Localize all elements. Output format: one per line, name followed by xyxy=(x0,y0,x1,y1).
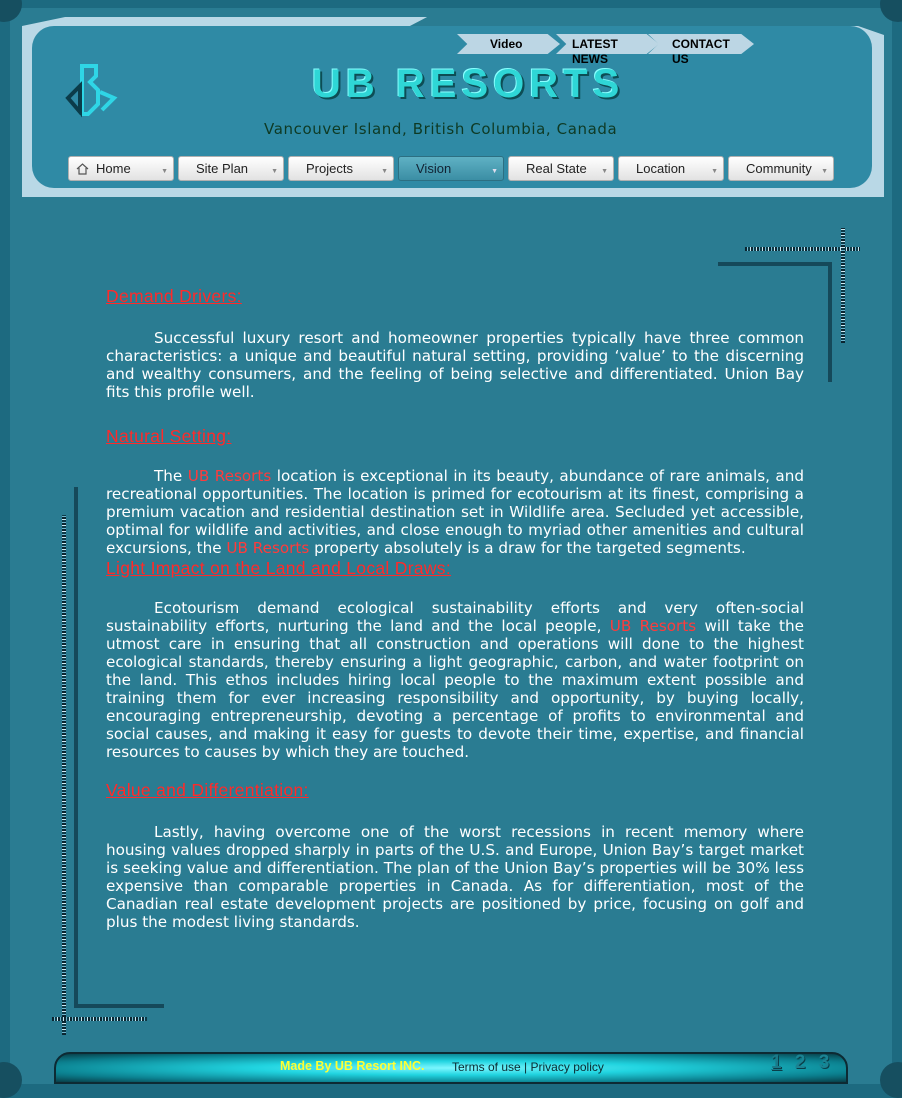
nav-real-state-label: Real State xyxy=(526,161,587,176)
nav-home-button[interactable] xyxy=(68,156,174,181)
nav-home-label: Home xyxy=(96,161,131,176)
nav-community-label: Community xyxy=(746,161,812,176)
privacy-policy-link[interactable]: Privacy policy xyxy=(530,1060,604,1074)
light-impact-paragraph xyxy=(106,599,804,761)
bracket-decoration xyxy=(74,1004,164,1008)
page-link-3[interactable]: 3 xyxy=(818,1052,830,1073)
home-icon xyxy=(76,163,89,175)
bracket-decoration xyxy=(828,262,832,382)
nav-projects-button[interactable] xyxy=(288,156,394,181)
footer-separator: | xyxy=(524,1060,528,1074)
natural-setting-paragraph xyxy=(106,467,804,557)
page-link-2[interactable]: 2 xyxy=(794,1052,806,1073)
section-heading-value-differentiation: Value and Differentiation: xyxy=(106,780,309,800)
chevron-down-icon: ▼ xyxy=(821,168,828,175)
bracket-decoration xyxy=(718,262,832,266)
nav-location-button[interactable] xyxy=(618,156,724,181)
corner-decoration xyxy=(880,1062,902,1098)
brand-reference: UB Resorts xyxy=(187,467,272,485)
text-span: The xyxy=(154,467,183,485)
chevron-down-icon: ▼ xyxy=(601,168,608,175)
chevron-down-icon: ▼ xyxy=(381,168,388,175)
footer-pagination xyxy=(771,1052,837,1074)
terms-of-use-link[interactable]: Terms of use xyxy=(452,1060,521,1074)
text-span: Ecotourism demand ecological sustainability efforts and very often-social sustainability efforts, nurturing the land and the local people, xyxy=(106,599,804,635)
demand-drivers-paragraph: Successful luxury resort and homeowner properties typically have three common characteristics: a unique and beautiful natural setting, providing ‘value’ to the discerning and wealthy consumers, and the feeling of being selective and differentiated. Union Bay fits this profile well. xyxy=(106,329,804,401)
tagline: Vancouver Island, British Columbia, Canada xyxy=(264,120,618,138)
sparkle-decoration xyxy=(841,228,845,343)
footer-bar xyxy=(54,1052,848,1084)
page-link-1[interactable]: 1 xyxy=(771,1052,782,1073)
sparkle-decoration xyxy=(52,1017,147,1021)
nav-location-label: Location xyxy=(636,161,686,176)
ub-logo-icon[interactable] xyxy=(62,62,122,120)
text-span: will take the utmost care in ensuring that all construction and operations will done to the highest ecological standards, thereby ensuring a light geographic, carbon, and water footprint on the land. This ethos includes hiring local people to the maximum extent possible and training them for ever increasing responsibility and opportunity, by buying locally, encouraging entrepreneurship, devoting a percentage of profits to environmental and social causes, and making it easy for guests to devote their time, expertise, and financial resources to causes by which they are touched. xyxy=(106,617,804,761)
top-nav-contact-us[interactable]: CONTACT US xyxy=(672,37,730,66)
chevron-down-icon: ▼ xyxy=(711,168,718,175)
chevron-down-icon: ▼ xyxy=(491,168,498,175)
nav-site-plan-label: Site Plan xyxy=(196,161,249,176)
nav-community-button[interactable] xyxy=(728,156,834,181)
brand-reference: UB Resorts xyxy=(226,539,310,557)
top-nav-latest-news[interactable]: LATEST NEWS xyxy=(572,37,618,66)
chevron-down-icon: ▼ xyxy=(271,168,278,175)
nav-vision-button[interactable] xyxy=(398,156,504,181)
nav-projects-label: Projects xyxy=(306,161,353,176)
brand-reference: UB Resorts xyxy=(609,617,697,635)
top-nav-video[interactable]: Video xyxy=(490,37,523,51)
chevron-down-icon: ▼ xyxy=(161,168,168,175)
main-content xyxy=(106,285,804,931)
footer-made-by: Made By UB Resort INC. xyxy=(280,1059,425,1073)
nav-real-state-button[interactable] xyxy=(508,156,614,181)
sparkle-decoration xyxy=(62,515,66,1035)
footer-links xyxy=(452,1060,604,1074)
text-span: property absolutely is a draw for the targeted segments. xyxy=(309,539,746,557)
text-span: location is exceptional in its beauty, abundance of rare animals, and recreational opportunities. The location is primed for ecotourism at its finest, comprising a premium vacation and residential destination set in Wildlife area. Secluded yet accessible, optimal for wildlife and activities, and close enough to myriad other amenities and cultural excursions, the xyxy=(106,467,804,557)
nav-site-plan-button[interactable] xyxy=(178,156,284,181)
brand-title: UB RESORTS xyxy=(312,62,625,106)
value-differentiation-paragraph: Lastly, having overcome one of the worst recessions in recent memory where housing values dropped sharply in parts of the U.S. and Europe, Union Bay’s target market is seeking value and differentiation. The plan of the Union Bay’s properties will be 30% less expensive than comparable properties in Canada. As for differentiation, most of the Canadian real estate development projects are positioned by price, focusing on golf and plus the modest living standards. xyxy=(106,823,804,931)
nav-vision-label: Vision xyxy=(416,161,452,176)
bracket-decoration xyxy=(74,487,78,1007)
section-heading-light-impact: Light Impact on the Land and Local Draws: xyxy=(106,558,452,578)
section-heading-natural-setting: Natural Setting: xyxy=(106,426,232,446)
section-heading-demand-drivers: Demand Drivers: xyxy=(106,286,242,306)
